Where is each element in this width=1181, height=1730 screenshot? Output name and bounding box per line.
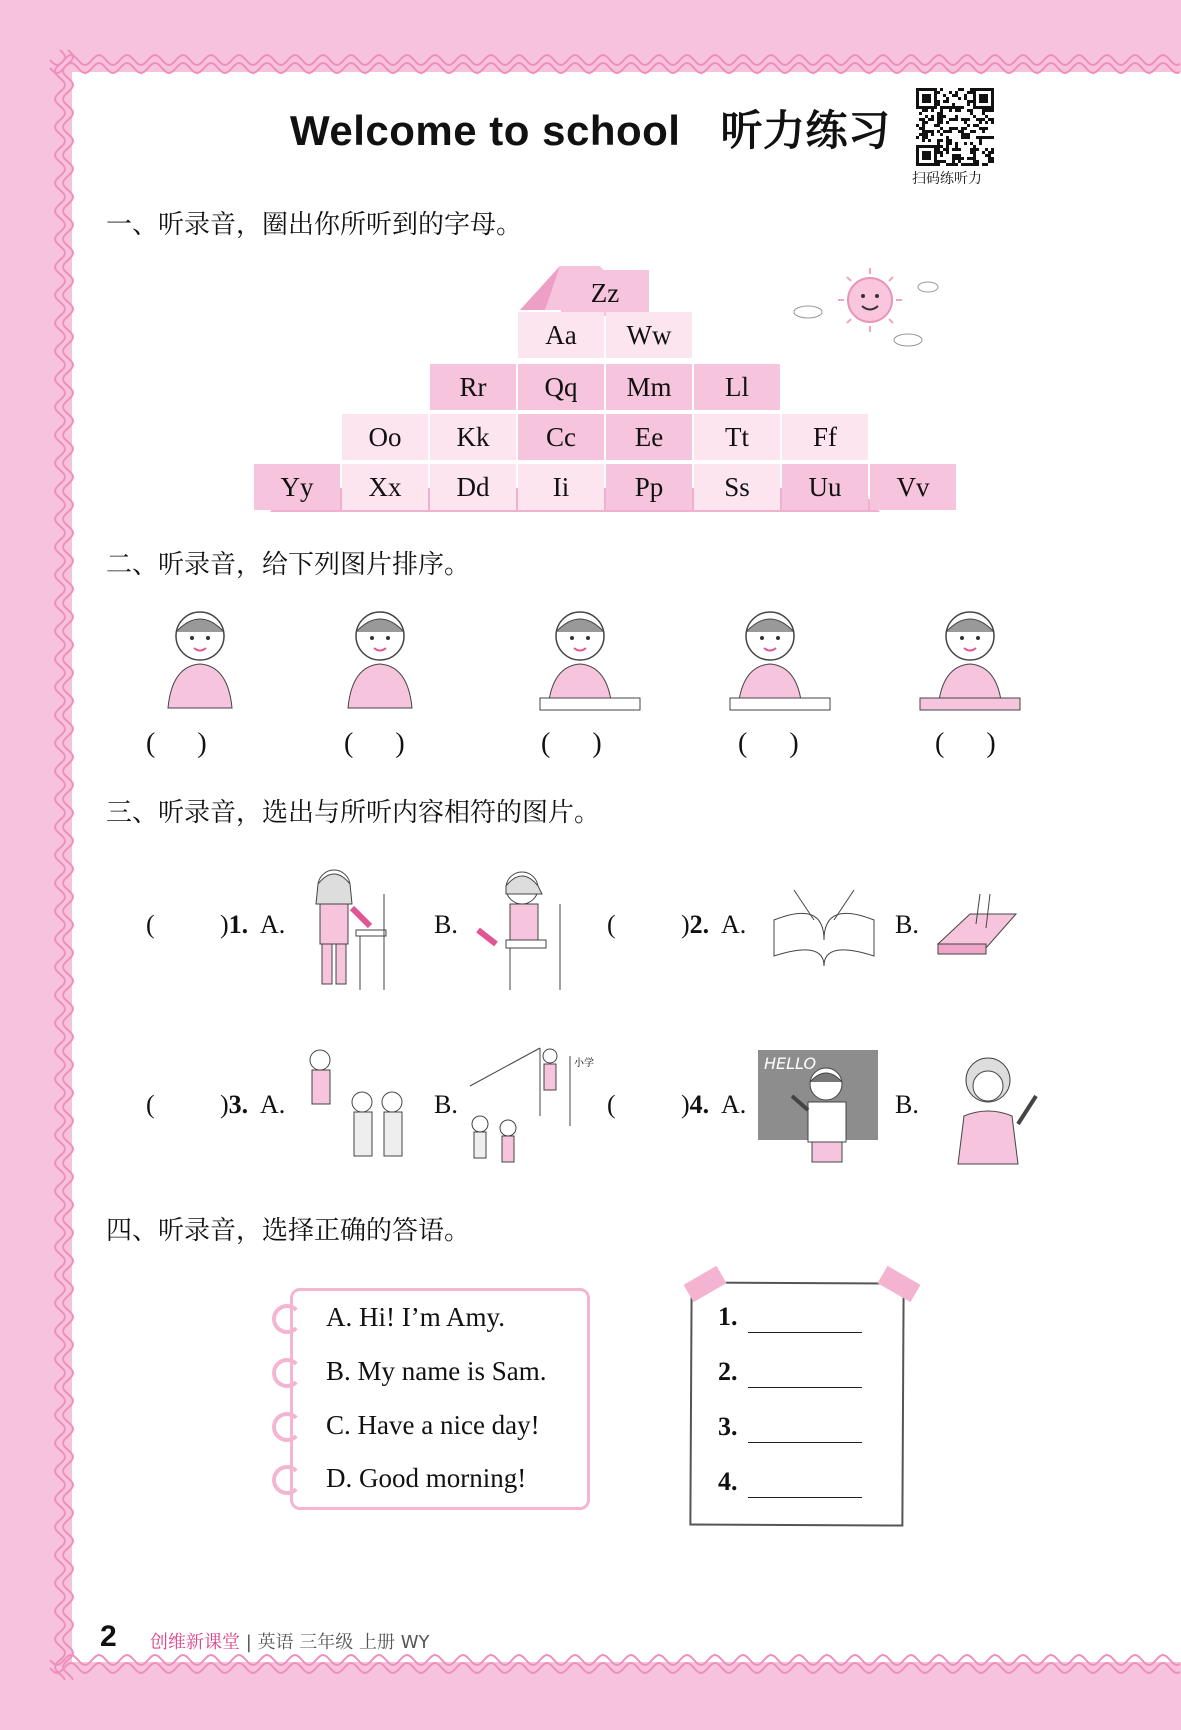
letter-cell-vv[interactable]: Vv [870,464,956,510]
section-2-heading: 二、听录音，给下列图片排序。 [106,550,471,580]
binder-ring-icon [272,1412,302,1442]
footer-subject: 英语 三年级 上册 WY [257,1632,430,1653]
section-4-heading: 四、听录音，选择正确的答语。 [106,1216,471,1246]
letter-cell-oo[interactable]: Oo [342,414,428,460]
letter-cell-mm[interactable]: Mm [606,364,692,410]
qr-code-icon[interactable] [916,88,994,166]
letter-cell-ff[interactable]: Ff [782,414,868,460]
option-a-label: A. [721,1090,747,1119]
open-book-icon [764,880,884,970]
boy-thinking-icon [150,600,270,720]
answer-blank[interactable] [748,1497,862,1498]
blackboard-text: HELLO [764,1054,817,1073]
boy-at-desk-icon [720,600,840,720]
option-b-label: B. [895,910,919,939]
letter-cell-qq[interactable]: Qq [518,364,604,410]
option-b-label: B. [434,1090,458,1119]
binder-ring-icon [272,1465,302,1495]
answer-number: 2. [718,1357,738,1386]
letter-cell-ss[interactable]: Ss [694,464,780,510]
school-sign-text: 小学 [574,1058,594,1069]
girl-waving-icon [330,600,450,720]
letter-cell-ll[interactable]: Ll [694,364,780,410]
page-number: 2 [100,1620,117,1653]
answer-number: 4. [718,1467,738,1496]
letter-cell-aa[interactable]: Aa [518,312,604,358]
qr-caption: 扫码练听力 [912,171,982,187]
teacher-boy-icon [786,1060,876,1170]
option-a-label: A. [721,910,747,939]
option-b-label: B. [434,910,458,939]
answer-blank[interactable] [748,1442,862,1443]
letter-cell-ww[interactable]: Ww [606,312,692,358]
order-paren[interactable]: ( ) [541,728,602,759]
footer-brand: 创维新课堂 [150,1632,240,1653]
letter-cell-zz[interactable]: Zz [561,270,649,316]
footer-separator: | [245,1632,252,1653]
binder-ring-icon [272,1358,302,1388]
letter-cell-ee[interactable]: Ee [606,414,692,460]
question-number: )3. [220,1090,249,1119]
answer-option: D. Good morning! [326,1463,527,1493]
answer-paren[interactable]: ( [146,910,194,939]
woman-waving-icon [940,1046,1050,1166]
letter-cell-tt[interactable]: Tt [694,414,780,460]
letter-cell-dd[interactable]: Dd [430,464,516,510]
letter-cell-pp[interactable]: Pp [606,464,692,510]
order-paren[interactable]: ( ) [935,728,996,759]
letter-cell-ii[interactable]: Ii [518,464,604,510]
answer-number: 3. [718,1412,738,1441]
girl-standing-icon [300,864,395,994]
order-paren[interactable]: ( ) [738,728,799,759]
page-title [290,98,890,158]
answer-option: C. Have a nice day! [326,1410,540,1440]
answer-paren[interactable]: ( [607,1090,655,1119]
answer-option: B. My name is Sam. [326,1356,547,1386]
question-number: )4. [681,1090,710,1119]
question-number: )2. [681,910,710,939]
letter-cell-uu[interactable]: Uu [782,464,868,510]
teacher-with-kids-icon [300,1046,410,1166]
section-3-heading: 三、听录音，选出与所听内容相符的图片。 [106,798,601,828]
answer-blank[interactable] [748,1387,862,1388]
answer-paren[interactable]: ( [607,910,655,939]
order-paren[interactable]: ( ) [344,728,405,759]
answer-number: 1. [718,1302,738,1331]
answer-option: A. Hi! I’m Amy. [326,1302,505,1332]
girl-sitting-icon [470,864,570,994]
title-english: Welcome to school [290,107,681,154]
boy-writing-icon [920,600,1040,720]
letter-cell-kk[interactable]: Kk [430,414,516,460]
footer-text [150,1628,430,1654]
letter-cell-rr[interactable]: Rr [430,364,516,410]
letter-cell-yy[interactable]: Yy [254,464,340,510]
answer-blank[interactable] [748,1332,862,1333]
question-number: )1. [220,910,249,939]
answer-paren[interactable]: ( [146,1090,194,1119]
closed-book-icon [930,884,1020,974]
boy-reading-icon [530,600,650,720]
option-a-label: A. [260,1090,286,1119]
letter-cell-xx[interactable]: Xx [342,464,428,510]
section-1-heading: 一、听录音，圈出你所听到的字母。 [106,210,523,240]
option-b-label: B. [895,1090,919,1119]
school-gate-icon [460,1046,594,1166]
order-paren[interactable]: ( ) [146,728,207,759]
title-chinese: 听力练习 [720,106,891,155]
sun-icon [790,262,940,352]
option-a-label: A. [260,910,286,939]
binder-ring-icon [272,1304,302,1334]
letter-cell-cc[interactable]: Cc [518,414,604,460]
